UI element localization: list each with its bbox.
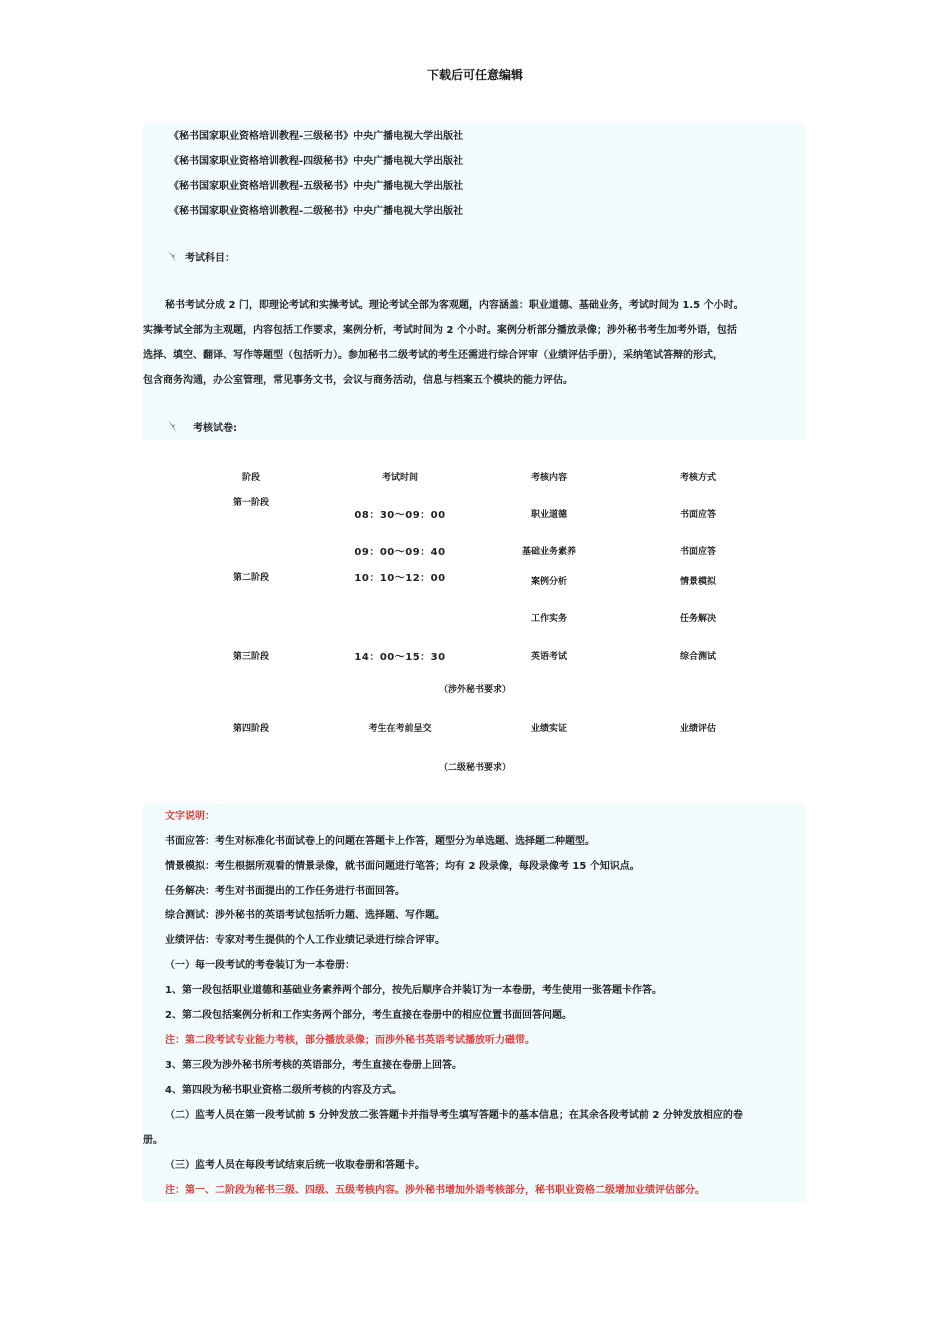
stage-4: 第四阶段: [232, 724, 269, 734]
note-b: 注：第一、二阶段为秘书三级、四级、五级考核内容。涉外秘书增加外语考核部分，秘书职业资格二级增加业绩评估部分。: [165, 1185, 705, 1196]
note-level-2: （二级秘书要求）: [438, 763, 511, 773]
stage-1: 第一阶段: [232, 498, 269, 508]
note-a: 注：第二段考试专业能力考核，部分播放录像；而涉外秘书英语考试播放听力磁带。: [165, 1035, 535, 1046]
papers-heading: [165, 418, 237, 434]
row2-time: 09：00～09：40: [354, 547, 446, 558]
note-foreign-secretary: （涉外秘书要求）: [438, 685, 511, 695]
textbook-2: 《秘书国家职业资格培训教程-四级秘书》中央广播电视大学出版社: [169, 156, 464, 167]
item1-3: 3、第三段为涉外秘书所考核的英语部分，考生直接在卷册上回答。: [165, 1060, 462, 1071]
item2-line1: （二）监考人员在第一段考试前 5 分钟发放二张答题卡并指导考生填写答题卡的基本信息；在其余各段考试前 2 分钟发放相应的卷: [165, 1110, 743, 1121]
explain-written: 书面应答：考生对标准化书面试卷上的问题在答题卡上作答，题型分为单选题、选择题二种题型。: [165, 836, 595, 847]
subjects-line-3: 选择、填空、翻译、写作等题型（包括听力）。参加秘书二级考试的考生还需进行综合评审（业绩评估手册），采纳笔试答辩的形式，: [143, 350, 723, 361]
explain-scenario: 情景模拟：考生根据所观看的情景录像，就书面问题进行笔答；均有 2 段录像，每段录像考 15 个知识点。: [165, 861, 640, 872]
row6-time: 考生在考前呈交: [368, 724, 432, 734]
row1-time: 08：30～09：00: [354, 510, 446, 521]
header-note: 下载后可任意编辑: [426, 68, 523, 82]
pinwheel-bullet-icon: [165, 248, 181, 264]
header-method: 考核方式: [679, 473, 716, 483]
row2-method: 书面应答: [679, 547, 716, 557]
subjects-heading: [165, 248, 235, 264]
item1-2: 2、第二段包括案例分析和工作实务两个部分，考生直接在卷册中的相应位置书面回答问题。: [165, 1010, 572, 1021]
row6-method: 业绩评估: [679, 724, 716, 734]
header-stage: 阶段: [241, 473, 260, 483]
pinwheel-bullet-icon: [165, 418, 181, 434]
explain-task: 任务解决：考生对书面提出的工作任务进行书面回答。: [165, 886, 405, 897]
row1-content: 职业道德: [530, 510, 567, 520]
item1-4: 4、第四段为秘书职业资格二级所考核的内容及方式。: [165, 1085, 402, 1096]
row2-content: 基础业务素养: [521, 547, 576, 557]
item1-head: （一）每一段考试的考卷装订为一本卷册：: [165, 960, 355, 971]
explain-comprehensive: 综合测试：涉外秘书的英语考试包括听力题、选择题、写作题。: [165, 910, 445, 921]
item2-line2: 册。: [143, 1135, 163, 1146]
row4-method: 任务解决: [679, 614, 716, 624]
item3: （三）监考人员在每段考试结束后统一收取卷册和答题卡。: [165, 1160, 425, 1171]
row5-method: 综合测试: [679, 652, 716, 662]
textbook-4: 《秘书国家职业资格培训教程-二级秘书》中央广播电视大学出版社: [169, 206, 464, 217]
subjects-line-1: 秘书考试分成 2 门，即理论考试和实操考试。理论考试全部为客观题，内容涵盖：职业道德、基础业务，考试时间为 1.5 个小时。: [165, 300, 744, 311]
subjects-line-2: 实操考试全部为主观题，内容包括工作要求，案例分析，考试时间为 2 个小时。案例分析部分播放录像；涉外秘书考生加考外语，包括: [143, 325, 737, 336]
panel-textbooks-subjects: [143, 124, 805, 440]
row5-time: 14：00～15：30: [354, 652, 446, 663]
subjects-heading-label: 考试科目：: [185, 252, 235, 264]
row6-content: 业绩实证: [530, 724, 567, 734]
explain-performance: 业绩评估：专家对考生提供的个人工作业绩记录进行综合评审。: [165, 935, 445, 946]
row4-content: 工作实务: [530, 614, 567, 624]
textbook-1: 《秘书国家职业资格培训教程-三级秘书》中央广播电视大学出版社: [169, 131, 464, 142]
explanation-title: 文字说明：: [165, 811, 215, 822]
textbook-3: 《秘书国家职业资格培训教程-五级秘书》中央广播电视大学出版社: [169, 181, 464, 192]
header-content: 考核内容: [530, 473, 567, 483]
papers-heading-label: 考核试卷:: [193, 422, 237, 434]
subjects-line-4: 包含商务沟通，办公室管理，常见事务文书，会议与商务活动，信息与档案五个模块的能力评估。: [143, 375, 573, 386]
stage-2: 第二阶段: [232, 573, 269, 583]
panel-explanation: [143, 804, 805, 1202]
stage-3: 第三阶段: [232, 652, 269, 662]
row5-content: 英语考试: [530, 652, 567, 662]
row3-time: 10：10～12：00: [354, 573, 446, 584]
row1-method: 书面应答: [679, 510, 716, 520]
row3-method: 情景模拟: [679, 577, 716, 587]
item1-1: 1、第一段包括职业道德和基础业务素养两个部分，按先后顺序合并装订为一本卷册，考生使用一张答题卡作答。: [165, 985, 662, 996]
header-time: 考试时间: [381, 473, 418, 483]
row3-content: 案例分析: [530, 577, 567, 587]
